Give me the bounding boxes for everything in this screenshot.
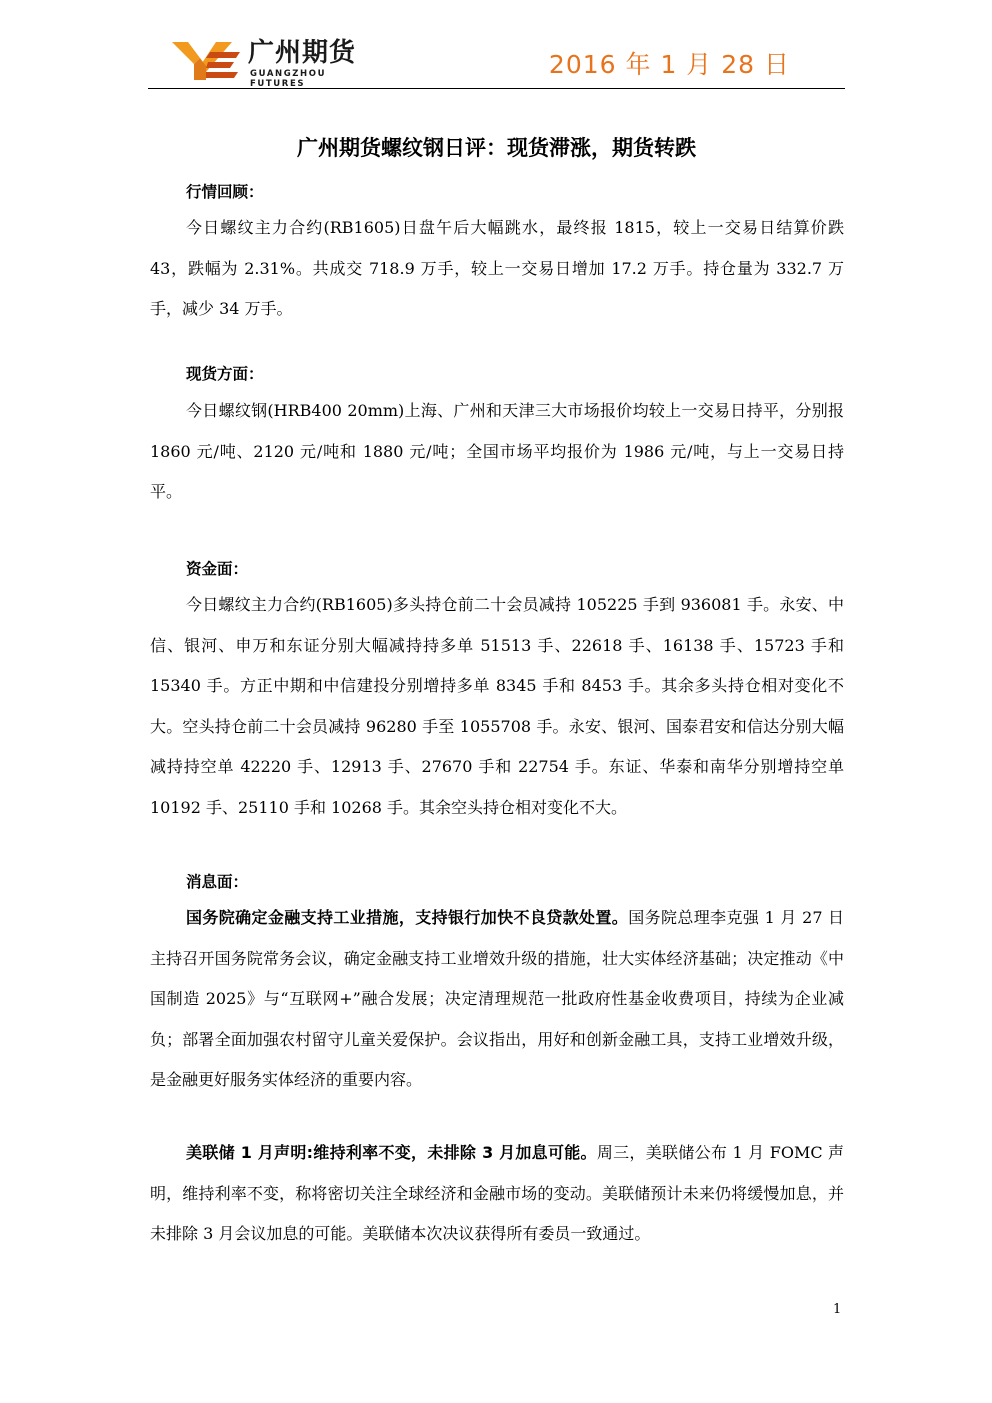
logo-chinese-name: 广州期货 — [248, 38, 357, 68]
page-title: 广州期货螺纹钢日评：现货滞涨，期货转跌 — [297, 136, 696, 160]
paragraph-body: 今日螺纹主力合约(RB1605)日盘午后大幅跳水，最终报 1815，较上一交易日结算价跌 43，跌幅为 2.31%。共成交 718.9 万手，较上一交易日增加 17.2 万手。持仓量为 332.7 万手，减少 34 万手。 — [150, 218, 844, 318]
section-heading-funds: 资金面： — [186, 560, 249, 578]
report-date: 2016 年 1 月 28 日 — [548, 50, 790, 79]
header-divider — [148, 88, 845, 89]
paragraph-lead: 美联储 1 月声明:维持利率不变，未排除 3 月加息可能。 — [186, 1143, 597, 1162]
paragraph-spot — [150, 391, 844, 513]
section-heading-market-review: 行情回顾： — [186, 183, 264, 201]
section-heading-spot: 现货方面： — [186, 365, 264, 383]
paragraph-funds — [150, 585, 844, 828]
company-logo — [170, 38, 370, 89]
paragraph-news-state-council — [150, 898, 844, 1101]
page-number: 1 — [833, 1302, 842, 1317]
logo-english-name: GUANGZHOU FUTURES — [250, 69, 327, 89]
paragraph-news-fed — [150, 1133, 844, 1255]
company-logo-icon — [170, 38, 242, 82]
page-header — [148, 30, 845, 90]
paragraph-body: 周三，美联储公布 1 月 FOMC 声明，维持利率不变，称将密切关注全球经济和金融市场的变动。美联储预计未来仍将缓慢加息，并未排除 3 月会议加息的可能。美联储本次决议获得所有委员一致通过。 — [150, 1143, 844, 1243]
section-heading-news: 消息面： — [186, 873, 249, 891]
paragraph-lead: 国务院确定金融支持工业措施，支持银行加快不良贷款处置。 — [186, 908, 629, 927]
paragraph-body: 国务院总理李克强 1 月 27 日主持召开国务院常务会议，确定金融支持工业增效升级的措施，壮大实体经济基础；决定推动《中国制造 2025》与“互联网+”融合发展；决定清理规范一批政府性基金收费项目，持续为企业减负；部署全面加强农村留守儿童关爱保护。会议指出，用好和创新金融工具，支持工业增效升级，是金融更好服务实体经济的重要内容。 — [150, 908, 844, 1089]
paragraph-body: 今日螺纹主力合约(RB1605)多头持仓前二十会员减持 105225 手到 936081 手。永安、中信、银河、申万和东证分别大幅减持持多单 51513 手、22618 手、16138 手、15723 手和 15340 手。方正中期和中信建投分别增持多单 8345 手和 8453 手。其余多头持仓相对变化不大。空头持仓前二十会员减持 96280 手至 1055708 手。永安、银河、国泰君安和信达分别大幅减持持空单 42220 手、12913 手、27670 手和 22754 手。东证、华泰和南华分别增持空单 10192 手、25110 手和 10268 手。其余空头持仓相对变化不大。 — [150, 595, 844, 817]
paragraph-body: 今日螺纹钢(HRB400 20mm)上海、广州和天津三大市场报价均较上一交易日持平，分别报 1860 元/吨、2120 元/吨和 1880 元/吨；全国市场平均报价为 1986 元/吨，与上一交易日持平。 — [150, 401, 844, 501]
paragraph-market-review — [150, 208, 844, 330]
